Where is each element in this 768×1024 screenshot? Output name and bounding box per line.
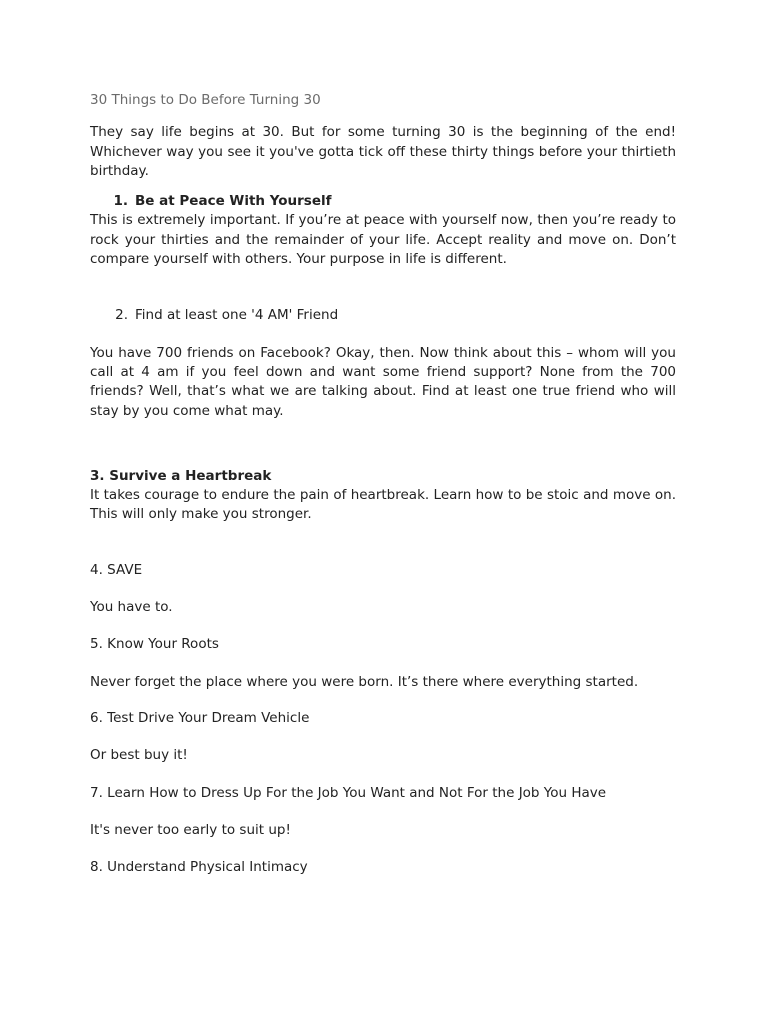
- intro-paragraph: They say life begins at 30. But for some turning 30 is the beginning of the end! Whichever way you see it you've gotta tick off these thirty things before your thirtieth birthday.: [90, 124, 676, 179]
- item-2-heading: [90, 306, 676, 325]
- item-6-heading: 6. Test Drive Your Dream Vehicle: [90, 709, 310, 726]
- item-4-heading: 4. SAVE: [90, 561, 143, 578]
- item-1-body: This is extremely important. If you’re at peace with yourself now, then you’re ready to rock your thirties and the remainder of your life. Accept reality and move on. Don’t compare yourself with others. Your purpose in life is different.: [90, 212, 676, 268]
- item-7-body: It's never too early to suit up!: [90, 821, 291, 838]
- item-2-number: 2.: [115, 307, 128, 324]
- item-2-heading-text: Find at least one '4 AM' Friend: [135, 307, 339, 324]
- item-2-body: You have 700 friends on Facebook? Okay, then. Now think about this – whom will you call at 4 am if you feel down and want some friend support? None from the 700 friends? Well, that’s what we are talking about. Find at least one true friend who will stay by you come what may.: [90, 344, 676, 419]
- item-4-body: You have to.: [90, 599, 173, 616]
- item-1-heading-text: Be at Peace With Yourself: [135, 193, 332, 210]
- item-7-heading: 7. Learn How to Dress Up For the Job You Want and Not For the Job You Have: [90, 784, 607, 801]
- item-3-body: It takes courage to endure the pain of heartbreak. Learn how to be stoic and move on. This will only make you stronger.: [90, 487, 676, 523]
- document-page: [90, 91, 676, 877]
- item-3-heading: 3. Survive a Heartbreak: [90, 467, 272, 484]
- item-8-heading: 8. Understand Physical Intimacy: [90, 859, 308, 876]
- item-5-body: Never forget the place where you were born. It’s there where everything started.: [90, 673, 639, 690]
- item-1-number: 1.: [113, 193, 128, 210]
- item-6-body: Or best buy it!: [90, 747, 188, 764]
- item-1-heading: [90, 192, 676, 211]
- item-5-heading: 5. Know Your Roots: [90, 636, 219, 653]
- document-title: 30 Things to Do Before Turning 30: [90, 92, 321, 108]
